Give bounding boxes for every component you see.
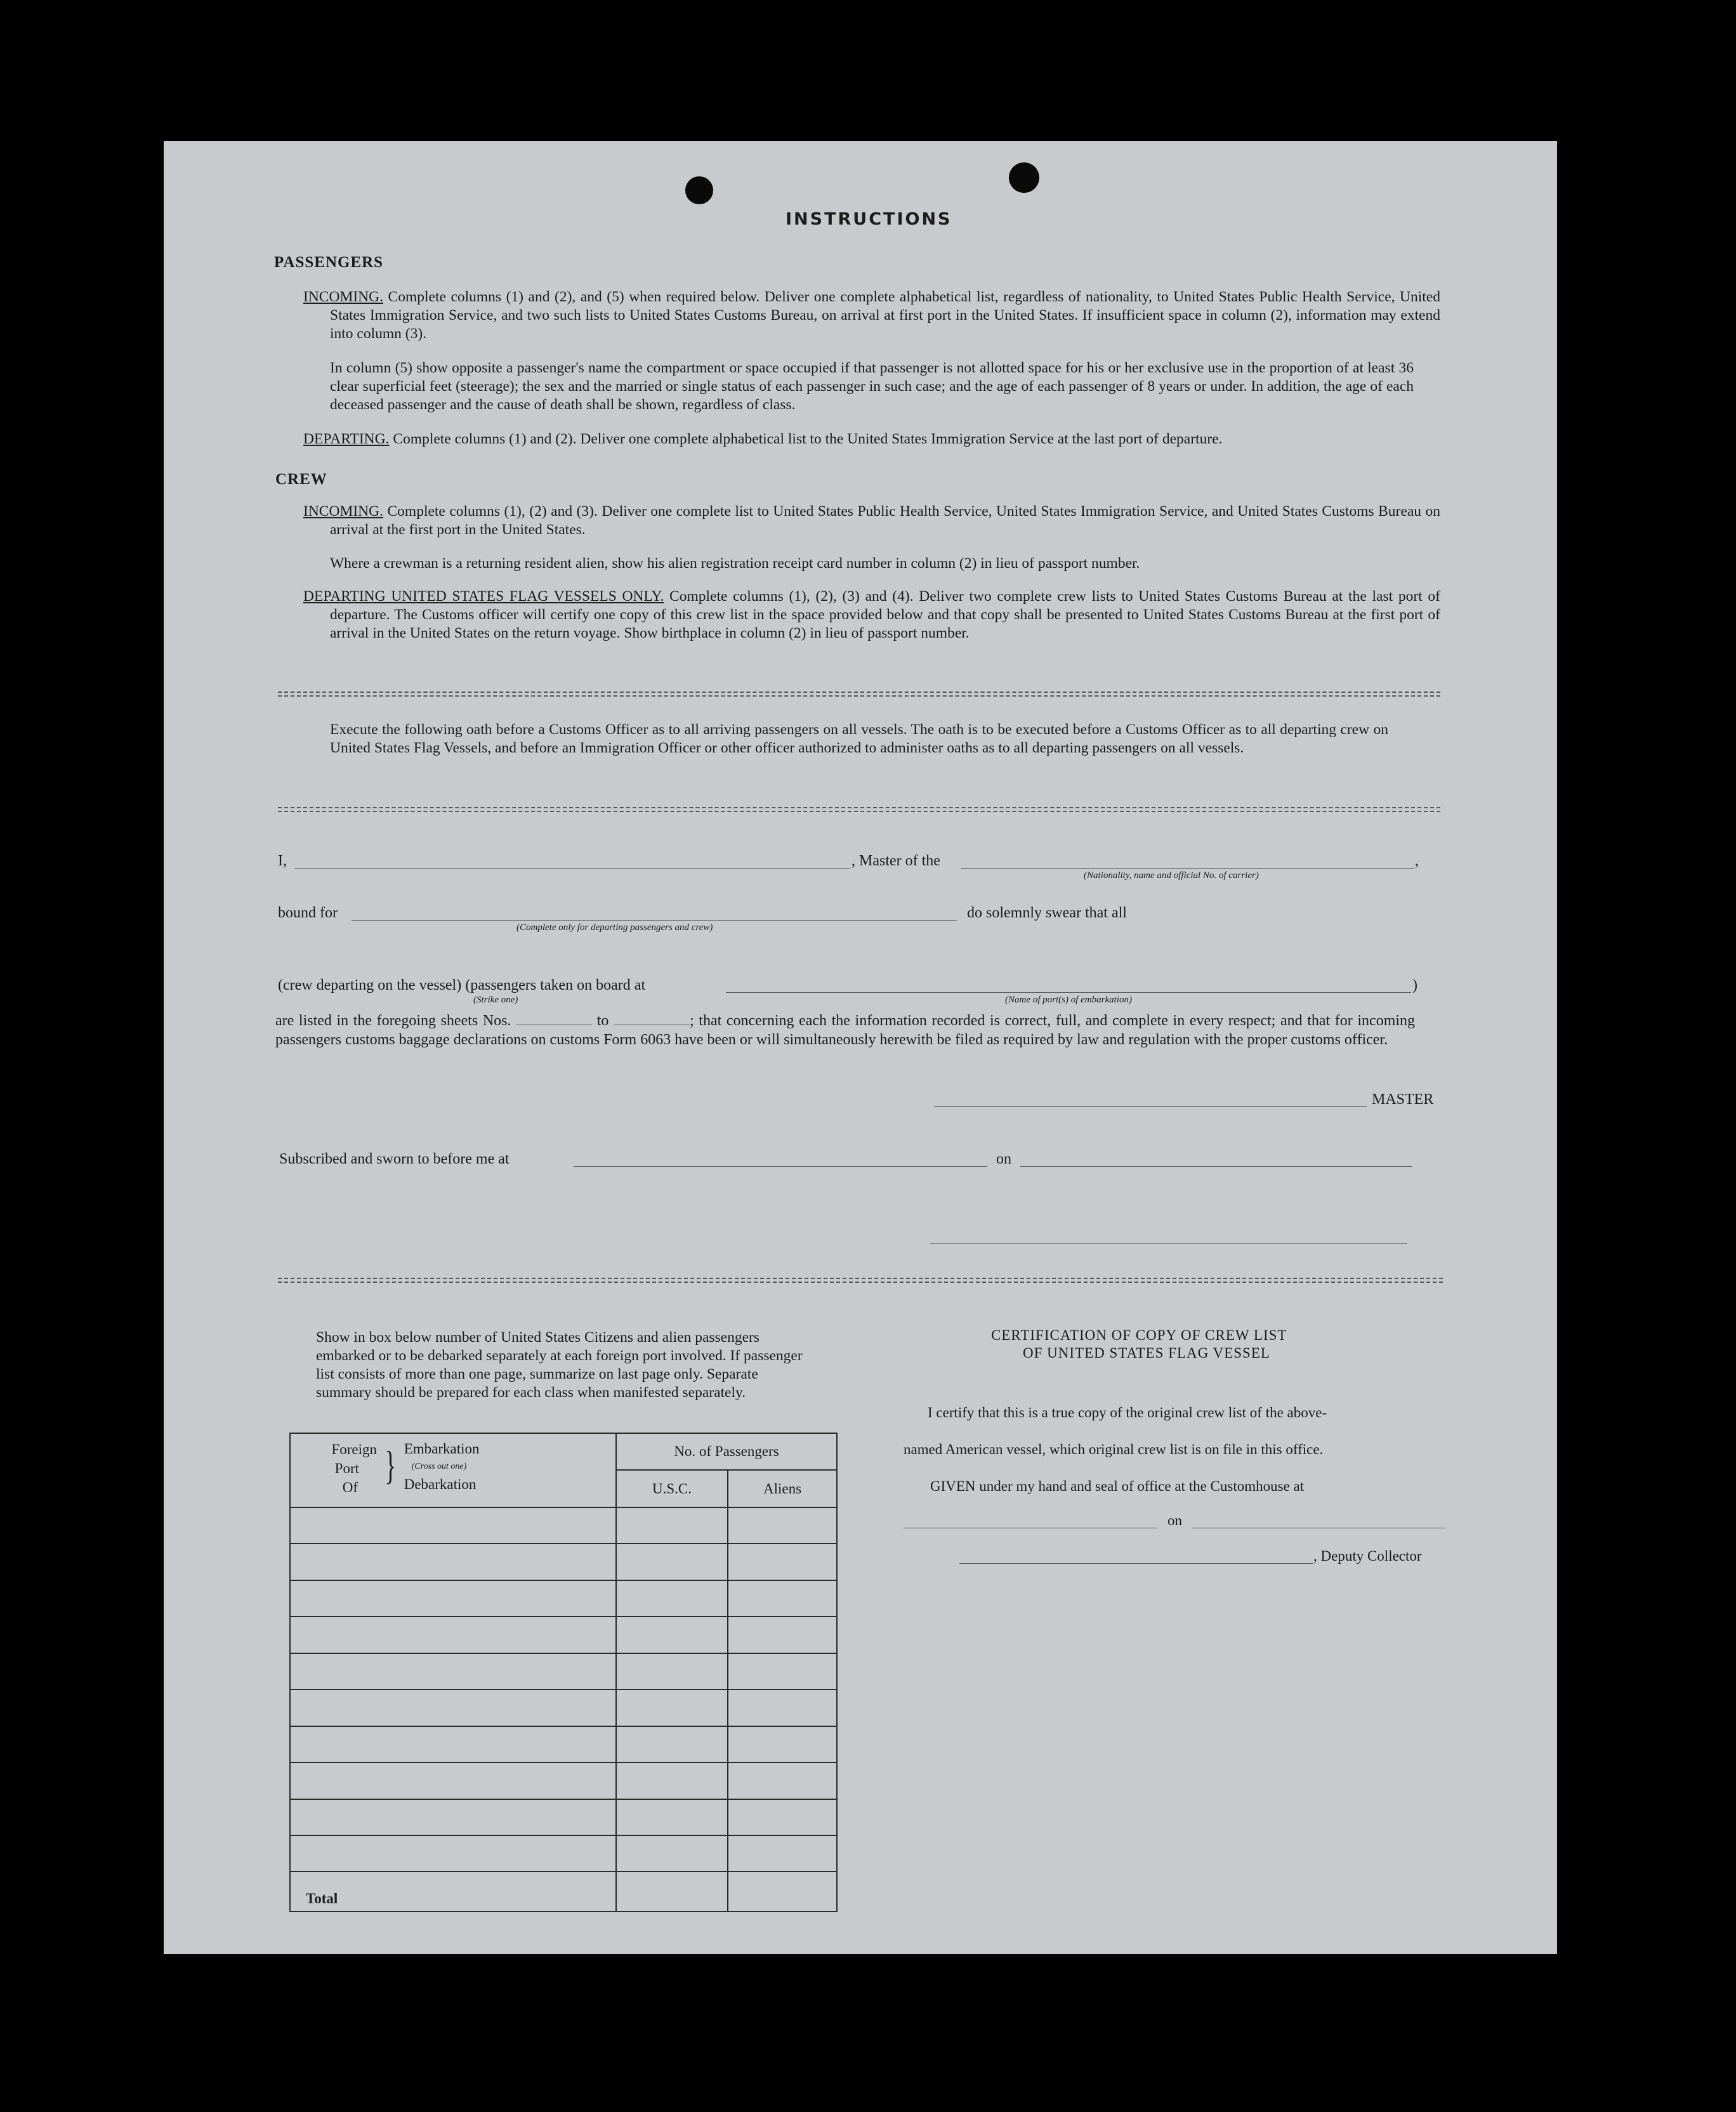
aliens-header [728, 1470, 837, 1507]
sheets-paragraph [275, 1011, 1415, 1049]
deputy-signature-field[interactable] [959, 1563, 1313, 1564]
punch-hole-right [1009, 162, 1039, 193]
crew-incoming-label: INCOMING. [303, 503, 383, 520]
carrier-field[interactable] [961, 868, 1414, 869]
usc-header [616, 1470, 728, 1507]
table-row[interactable] [290, 1580, 837, 1617]
certification-title-1: CERTIFICATION OF COPY OF CREW LIST [991, 1327, 1287, 1343]
passengers-incoming-text: Complete columns (1) and (2), and (5) when required below. Deliver one complete alphabetical list, regardless of nationality, to United States Public Health Service, United States Immigration Service, and two such lists to United States Customs Bureau, on arrival at first port in the United States. If insufficient space in column (2), information may extend into column (3). [330, 289, 1441, 342]
foreign-label: Foreign [331, 1441, 377, 1457]
table-row[interactable] [290, 1689, 837, 1726]
carrier-comma: , [1415, 853, 1419, 869]
no-passengers-label: No. of Passengers [674, 1443, 779, 1460]
no-passengers-header [616, 1433, 837, 1470]
embark-note: (Name of port(s) of embarkation) [1005, 995, 1132, 1005]
crew-incoming-text: Complete columns (1), (2) and (3). Deliver one complete list to United States Public Health Service, United States Immigration Service, and United States Customs Bureau on arrival at the first port in the United States. [330, 503, 1440, 538]
passengers-departing-text: Complete columns (1) and (2). Deliver one complete alphabetical list to the United States Immigration Service at the last port of departure. [393, 431, 1223, 447]
oath-intro-paragraph: Execute the following oath before a Customs Officer as to all arriving passengers on all vessels. The oath is to be executed before a Customs Officer as to all departing crew on United States Flag Vessels, and before an Immigration Officer or other officer authorized to administer oaths as to all departing passengers on all vessels. [330, 721, 1388, 756]
embark-close-paren: ) [1412, 977, 1417, 994]
table-row[interactable] [290, 1544, 837, 1580]
subscribed-label: Subscribed and sworn to before me at [279, 1151, 510, 1167]
subscribed-date-field[interactable] [1020, 1166, 1412, 1167]
master-label: MASTER [1372, 1091, 1434, 1108]
officer-signature-field[interactable] [930, 1243, 1407, 1244]
passengers-incoming-paragraph [303, 288, 1440, 343]
embarkation-port-field[interactable] [726, 992, 1411, 993]
subscribed-on-label: on [996, 1151, 1011, 1167]
total-row[interactable] [290, 1872, 837, 1912]
section-divider-1b [278, 695, 1440, 697]
passengers-incoming-label: INCOMING. [303, 289, 383, 305]
form-page [164, 141, 1557, 1954]
of-label: Of [342, 1479, 358, 1495]
master-signature-field[interactable] [934, 1106, 1367, 1107]
section-divider-3 [278, 1278, 1443, 1279]
strike-one-note: (Strike one) [473, 995, 518, 1005]
carrier-note: (Nationality, name and official No. of carrier) [1084, 870, 1259, 881]
crew-departing-paragraph [303, 587, 1440, 643]
sheets-label-b: ; that concerning each the information recorded is correct, full, and complete in every respect; and that for incoming passengers customs baggage declarations on customs Form 6063 have been or will simultaneously herewith be filed as required by law and regulation with the proper customs officer. [275, 1013, 1416, 1048]
section-divider-2 [278, 807, 1440, 808]
table-row[interactable] [290, 1653, 837, 1689]
passengers-heading: PASSENGERS [274, 254, 384, 271]
debarkation-label[interactable]: Debarkation [404, 1476, 477, 1492]
punch-hole-left [685, 176, 713, 204]
sheets-label-a: are listed in the foregoing sheets Nos. [275, 1013, 511, 1029]
sheets-to-label: to [596, 1013, 609, 1029]
column5-paragraph: In column (5) show opposite a passenger's name the compartment or space occupied if that passenger is not allotted space for his or her exclusive use in the proportion of at least 36 clear superficial feet (steerage); the sex and the married or single status of each passenger in such case; and the age of each passenger of 8 years or under. In addition, the age of each deceased passenger and the cause of death shall be shown, regardless of class. [330, 360, 1414, 413]
certification-on-label: on [1167, 1512, 1182, 1528]
brace-icon: } [385, 1443, 397, 1488]
passenger-summary-table [289, 1433, 838, 1912]
section-divider-1 [278, 692, 1440, 693]
crew-departing-label: DEPARTING UNITED STATES FLAG VESSELS ONLY. [303, 588, 664, 605]
sheets-to-field[interactable] [614, 1014, 690, 1025]
total-label: Total [306, 1891, 338, 1906]
table-row[interactable] [290, 1762, 837, 1799]
table-row[interactable] [290, 1617, 837, 1653]
aliens-label: Aliens [763, 1480, 802, 1497]
section-divider-3b [278, 1282, 1443, 1283]
usc-label: U.S.C. [652, 1480, 692, 1497]
table-row[interactable] [290, 1835, 837, 1872]
subscribed-place-field[interactable] [574, 1166, 987, 1167]
passengers-departing-paragraph [303, 430, 1440, 449]
passengers-departing-label: DEPARTING. [303, 431, 390, 447]
certification-title-2: OF UNITED STATES FLAG VESSEL [1023, 1345, 1270, 1361]
crew-heading: CREW [275, 471, 327, 488]
crew-incoming-paragraph [303, 502, 1440, 539]
crew-resident-paragraph: Where a crewman is a returning resident alien, show his alien registration receipt card number in column (2) in lieu of passport number. [330, 555, 1140, 572]
port-header-cell [290, 1433, 616, 1507]
crew-departing-text: Complete columns (1), (2), (3) and (4). Deliver two complete crew lists to United States Customs Bureau at the last port of departure. The Customs officer will certify one copy of this crew list in the space provided below and that copy shall be presented to United States Customs Bureau at the first port of arrival in the United States on the return voyage. Show birthplace in column (2) in lieu of passport number. [330, 588, 1440, 641]
certification-line-1: I certify that this is a true copy of the original crew list of the above- [928, 1405, 1327, 1420]
bound-for-field[interactable] [352, 920, 957, 921]
table-row[interactable] [290, 1507, 837, 1544]
crew-passengers-label: (crew departing on the vessel) (passengers taken on board at [278, 977, 646, 994]
oath-i-label: I, [278, 853, 287, 869]
port-label: Port [334, 1460, 359, 1476]
embarkation-label[interactable]: Embarkation [404, 1441, 480, 1457]
master-of-the-label: , Master of the [852, 853, 940, 869]
certification-line-3: GIVEN under my hand and seal of office at the Customhouse at [930, 1478, 1305, 1494]
certification-line-2: named American vessel, which original crew list is on file in this office. [904, 1441, 1324, 1457]
section-divider-2b [278, 811, 1440, 812]
swear-label: do solemnly swear that all [967, 905, 1127, 921]
master-name-field[interactable] [294, 868, 850, 869]
table-row[interactable] [290, 1726, 837, 1762]
summary-intro: Show in box below number of United States Citizens and alien passengers embarked or to be debarked separately at each foreign port involved. If passenger list consists of more than one page, summarize on last page only. Separate summary should be prepared for each class when manifested separately. [316, 1329, 803, 1401]
page-title: INSTRUCTIONS [786, 209, 952, 229]
sheets-from-field[interactable] [516, 1014, 592, 1025]
departing-note: (Complete only for departing passengers and crew) [516, 922, 713, 933]
bound-for-label: bound for [278, 905, 338, 921]
deputy-collector-label: , Deputy Collector [1313, 1548, 1422, 1564]
cross-out-note: (Cross out one) [411, 1462, 467, 1471]
table-row[interactable] [290, 1799, 837, 1835]
